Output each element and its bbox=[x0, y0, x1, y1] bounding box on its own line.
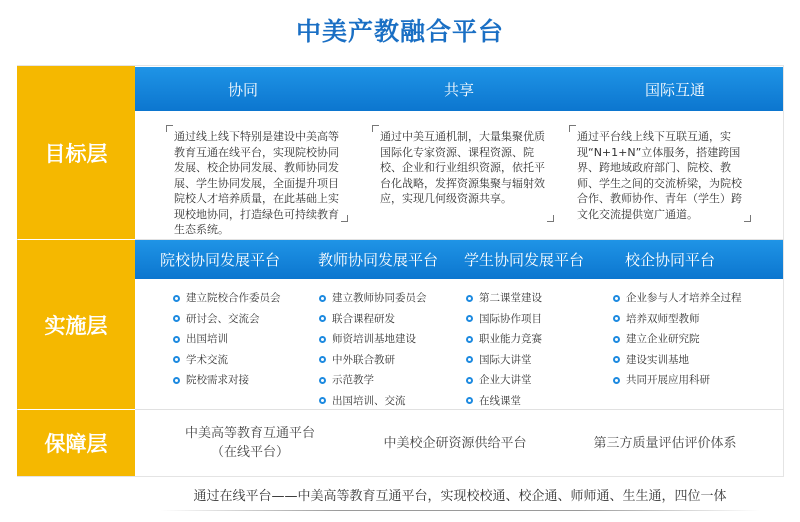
platform-list-institution bbox=[173, 288, 281, 391]
guarantee-line: 中美校企研资源供给平台 bbox=[383, 435, 527, 451]
bullet-icon bbox=[466, 336, 473, 343]
platform-header-teacher: 教师协同发展平台 bbox=[317, 251, 438, 269]
bracket-corner bbox=[744, 215, 751, 222]
list-item: 建立企业研究院 bbox=[613, 329, 742, 350]
guarantee-line: 第三方质量评估评价体系 bbox=[593, 435, 737, 451]
list-item: 企业大讲堂 bbox=[466, 370, 542, 391]
bracket-corner bbox=[341, 215, 348, 222]
goals-header-bar bbox=[135, 67, 783, 111]
list-item: 示范教学 bbox=[319, 370, 427, 391]
page-title: 中美产教融合平台 bbox=[295, 17, 504, 46]
platform-list-enterprise bbox=[613, 288, 742, 391]
layer-label-implementation: 实施层 bbox=[17, 240, 135, 409]
list-item: 学术交流 bbox=[173, 350, 281, 371]
bullet-icon bbox=[466, 377, 473, 384]
platform-header-enterprise: 校企协同平台 bbox=[624, 251, 715, 269]
list-item: 院校需求对接 bbox=[173, 370, 281, 391]
list-item: 国际协作项目 bbox=[466, 309, 542, 330]
bullet-icon bbox=[173, 315, 180, 322]
list-item: 建立院校合作委员会 bbox=[173, 288, 281, 309]
platforms-header-bar bbox=[135, 240, 783, 279]
list-item: 企业参与人才培养全过程 bbox=[613, 288, 742, 309]
goal-text: 通过平台线上线下互联互通，实现“N+1+N”立体服务，搭建跨国界、跨地域政府部门、院校、教师、学生之间的交流桥梁，为院校合作、教师协作、青年（学生）跨文化交流提供宽广通道。 bbox=[577, 130, 742, 221]
footer-underline bbox=[160, 510, 760, 511]
bracket-corner bbox=[569, 125, 576, 132]
goal-box-sharing bbox=[372, 125, 554, 222]
bracket-corner bbox=[372, 125, 379, 132]
bullet-icon bbox=[319, 295, 326, 302]
bullet-icon bbox=[613, 295, 620, 302]
list-item: 出国培训、交流 bbox=[319, 391, 427, 412]
goal-box-international bbox=[569, 125, 751, 222]
bullet-icon bbox=[466, 315, 473, 322]
footer-text: 通过在线平台——中美高等教育互通平台，实现校校通、校企通、师师通、生生通，四位一体 bbox=[193, 489, 727, 504]
bullet-icon bbox=[613, 377, 620, 384]
bullet-icon bbox=[173, 336, 180, 343]
guarantee-line: （在线平台） bbox=[210, 445, 289, 460]
goal-header-sharing: 共享 bbox=[443, 80, 474, 99]
list-item: 师资培训基地建设 bbox=[319, 329, 427, 350]
goal-header-collaboration: 协同 bbox=[227, 80, 258, 99]
guarantee-evaluation-system bbox=[565, 410, 765, 476]
bracket-corner bbox=[547, 215, 554, 222]
bullet-icon bbox=[613, 336, 620, 343]
list-item: 研讨会、交流会 bbox=[173, 309, 281, 330]
list-item: 中外联合教研 bbox=[319, 350, 427, 371]
list-item: 职业能力竞赛 bbox=[466, 329, 542, 350]
layer-label-target: 目标层 bbox=[17, 66, 135, 239]
list-item: 共同开展应用科研 bbox=[613, 370, 742, 391]
goal-header-international: 国际互通 bbox=[644, 80, 705, 99]
list-item: 在线课堂 bbox=[466, 391, 542, 412]
guarantee-line: 中美高等教育互通平台 bbox=[184, 426, 315, 441]
bullet-icon bbox=[319, 315, 326, 322]
platform-header-institution: 院校协同发展平台 bbox=[159, 251, 280, 269]
footer-statement bbox=[160, 487, 760, 511]
platform-header-student: 学生协同发展平台 bbox=[463, 251, 584, 269]
list-item: 联合课程研发 bbox=[319, 309, 427, 330]
bullet-icon bbox=[319, 377, 326, 384]
layer-label-guarantee: 保障层 bbox=[17, 410, 135, 476]
bullet-icon bbox=[319, 397, 326, 404]
bullet-icon bbox=[173, 295, 180, 302]
guarantee-online-platform bbox=[150, 410, 350, 476]
bracket-corner bbox=[166, 125, 173, 132]
bullet-icon bbox=[466, 397, 473, 404]
bullet-icon bbox=[466, 295, 473, 302]
bullet-icon bbox=[613, 315, 620, 322]
goal-text: 通过中美互通机制，大量集聚优质国际化专家资源、课程资源、院校、企业和行业组织资源，依托平台化战略，发挥资源集聚与辐射效应，实现几何级资源共享。 bbox=[380, 130, 545, 205]
bullet-icon bbox=[319, 336, 326, 343]
list-item: 出国培训 bbox=[173, 329, 281, 350]
bullet-icon bbox=[613, 356, 620, 363]
bullet-icon bbox=[466, 356, 473, 363]
list-item: 第二课堂建设 bbox=[466, 288, 542, 309]
goal-text: 通过线上线下特别是建设中美高等教育互通在线平台，实现院校协同发展、校企协同发展、教师协同发展、学生协同发展，全面提升项目院校人才培养质量，在此基础上实现校地协同，打造绿色可持续教育生态系统。 bbox=[174, 130, 339, 236]
bullet-icon bbox=[173, 377, 180, 384]
list-item: 国际大讲堂 bbox=[466, 350, 542, 371]
list-item: 建立教师协同委员会 bbox=[319, 288, 427, 309]
bullet-icon bbox=[319, 356, 326, 363]
guarantee-resource-platform bbox=[355, 410, 555, 476]
platform-list-teacher bbox=[319, 288, 427, 411]
goal-box-collaboration bbox=[166, 125, 348, 236]
list-item: 培养双师型教师 bbox=[613, 309, 742, 330]
bullet-icon bbox=[173, 356, 180, 363]
list-item: 建设实训基地 bbox=[613, 350, 742, 371]
platform-list-student bbox=[466, 288, 542, 411]
